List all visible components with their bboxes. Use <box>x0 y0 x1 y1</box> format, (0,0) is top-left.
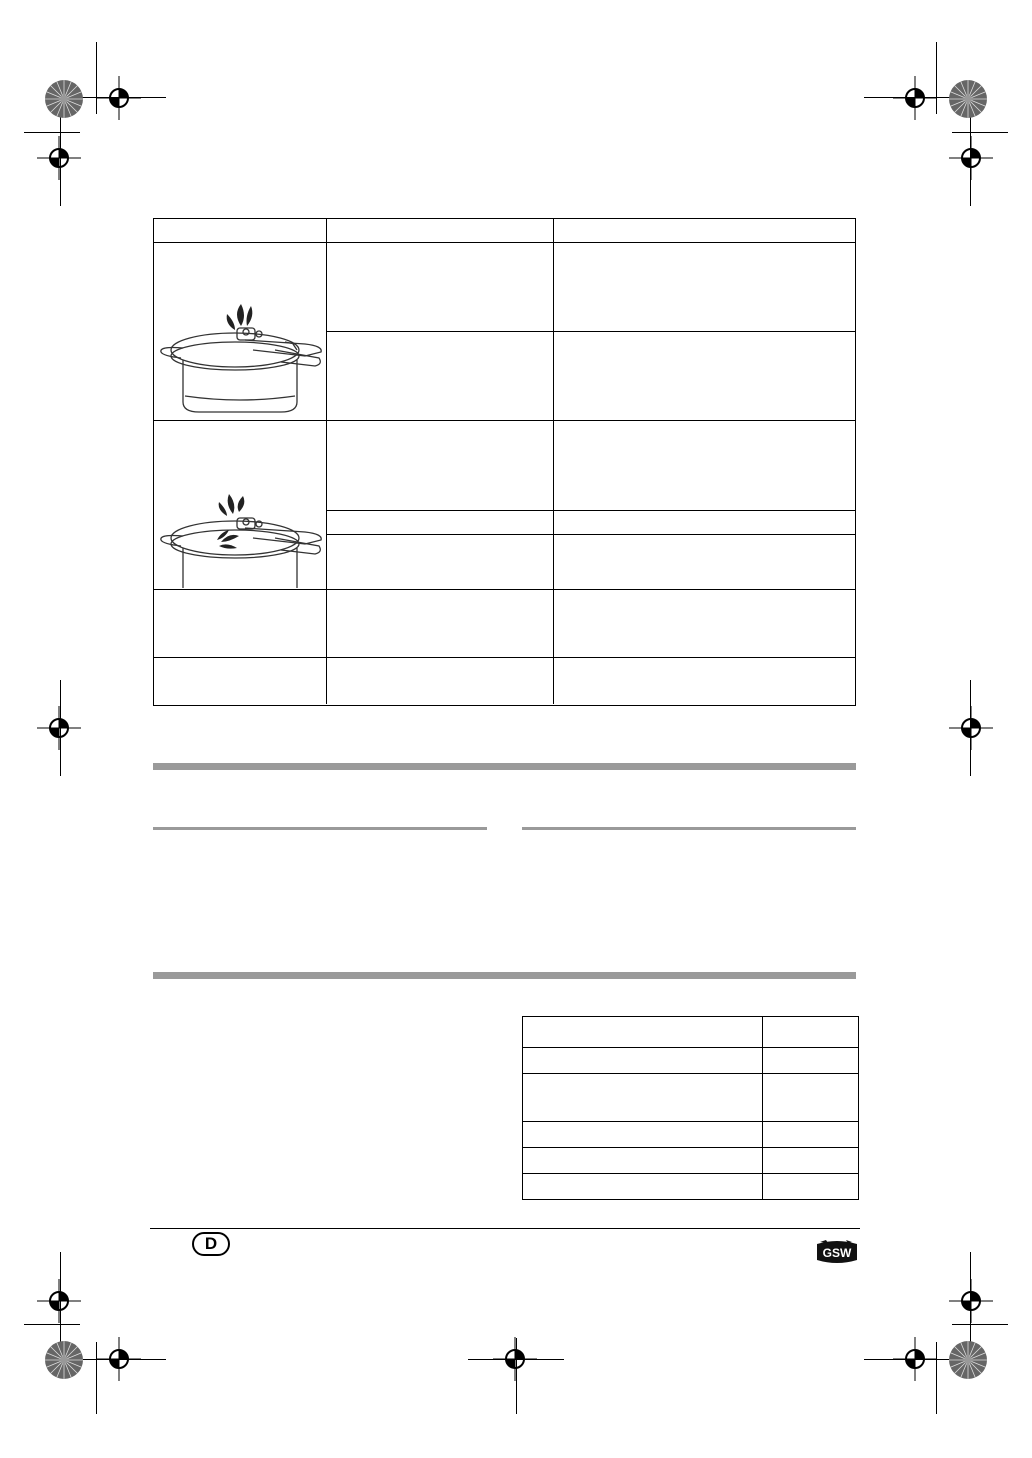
registration-target-icon <box>949 1279 993 1323</box>
footer-rule <box>150 1228 860 1229</box>
subsection-divider-left <box>153 827 487 830</box>
pressure-cooker-icon <box>155 300 325 418</box>
logo-text: GSW <box>822 1246 852 1260</box>
crop-mark <box>24 132 80 133</box>
table-column-divider <box>326 218 327 704</box>
crop-mark <box>76 1359 166 1360</box>
registration-target-icon <box>37 1279 81 1323</box>
sunburst-icon <box>44 79 84 119</box>
crop-mark <box>60 110 61 206</box>
crop-mark <box>970 1252 971 1348</box>
table-row-divider <box>522 1121 858 1122</box>
pressure-cooker-icon <box>155 492 325 588</box>
crop-mark <box>60 1252 61 1348</box>
crop-mark <box>24 1324 80 1325</box>
crop-mark <box>60 680 61 776</box>
registration-target-icon <box>97 76 141 120</box>
table-row-divider <box>522 1147 858 1148</box>
crop-mark <box>864 97 954 98</box>
crop-mark <box>970 110 971 206</box>
crop-mark <box>516 1338 517 1414</box>
table-row-divider <box>326 534 855 535</box>
language-badge: D <box>192 1232 230 1256</box>
registration-target-icon <box>949 136 993 180</box>
table-row-divider <box>522 1073 858 1074</box>
section-divider <box>153 972 856 979</box>
crop-mark <box>970 680 971 776</box>
crop-mark <box>76 97 166 98</box>
registration-target-icon <box>37 136 81 180</box>
table-row-divider <box>326 510 855 511</box>
gsw-logo <box>814 1240 860 1266</box>
crop-mark <box>952 132 1008 133</box>
table-header-divider <box>153 242 855 243</box>
crop-mark <box>468 1359 564 1360</box>
table-row-divider <box>153 420 855 421</box>
table-row-divider <box>326 331 855 332</box>
section-divider <box>153 763 856 770</box>
table-row-divider <box>522 1047 858 1048</box>
table-column-divider <box>553 218 554 704</box>
crop-mark <box>952 1324 1008 1325</box>
registration-target-icon <box>37 706 81 750</box>
table-column-divider <box>762 1016 763 1199</box>
registration-target-icon <box>949 706 993 750</box>
table-row-divider <box>153 657 855 658</box>
sunburst-icon <box>948 79 988 119</box>
sunburst-icon <box>948 1340 988 1380</box>
crop-mark <box>864 1359 954 1360</box>
subsection-divider-right <box>522 827 856 830</box>
sunburst-icon <box>44 1340 84 1380</box>
table-frame <box>153 218 856 706</box>
table-row-divider <box>153 589 855 590</box>
table-row-divider <box>522 1173 858 1174</box>
registration-target-icon <box>893 76 937 120</box>
